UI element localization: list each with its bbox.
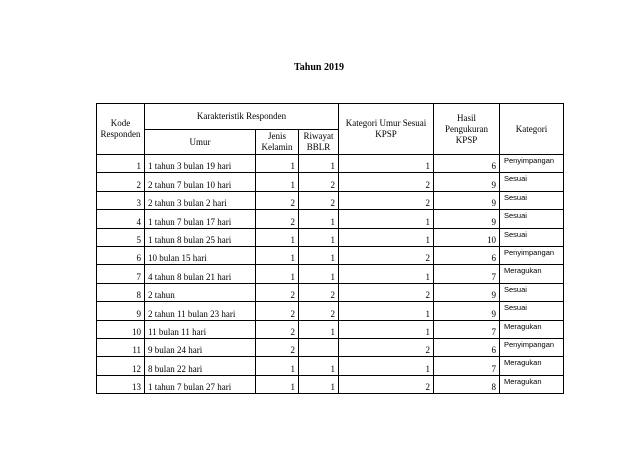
table-row: [97, 357, 564, 375]
umur-cell: 2 tahun 3 bulan 2 hari: [145, 191, 256, 209]
table-row: [97, 283, 564, 301]
hasil-cell: 9: [434, 191, 500, 209]
umur-cell: 10 bulan 15 hari: [145, 246, 256, 264]
riwayat-bblr-cell: 1: [299, 320, 339, 338]
hasil-cell: 6: [434, 155, 500, 173]
kategori-umur-cell: 1: [339, 357, 434, 375]
hasil-cell: 6: [434, 338, 500, 356]
umur-cell: 11 bulan 11 hari: [145, 320, 256, 338]
umur-cell: 9 bulan 24 hari: [145, 338, 256, 356]
jenis-kelamin-cell: 1: [256, 375, 299, 393]
jenis-kelamin-cell: 1: [256, 228, 299, 246]
kode-cell: 13: [97, 375, 145, 393]
page-title: Tahun 2019: [294, 62, 344, 73]
kategori-cell: Sesuai: [500, 191, 564, 209]
table-row: [97, 302, 564, 320]
kategori-cell: Meragukan: [500, 375, 564, 393]
kategori-umur-cell: 2: [339, 283, 434, 301]
umur-cell: 2 tahun 11 bulan 23 hari: [145, 302, 256, 320]
jenis-kelamin-cell: 2: [256, 283, 299, 301]
table-row: [97, 173, 564, 191]
kode-cell: 10: [97, 320, 145, 338]
kategori-cell: Penyimpangan: [500, 338, 564, 356]
jenis-kelamin-cell: 1: [256, 173, 299, 191]
kode-cell: 9: [97, 302, 145, 320]
table-row: [97, 375, 564, 393]
kode-cell: 4: [97, 210, 145, 228]
jenis-kelamin-cell: 2: [256, 210, 299, 228]
kategori-cell: Meragukan: [500, 265, 564, 283]
kategori-umur-cell: 2: [339, 375, 434, 393]
table-row: [97, 210, 564, 228]
umur-cell: 1 tahun 8 bulan 25 hari: [145, 228, 256, 246]
riwayat-bblr-cell: 1: [299, 228, 339, 246]
kategori-umur-cell: 2: [339, 338, 434, 356]
table-row: [97, 246, 564, 264]
kategori-umur-cell: 1: [339, 265, 434, 283]
jenis-kelamin-cell: 1: [256, 357, 299, 375]
table-row: [97, 228, 564, 246]
kode-cell: 11: [97, 338, 145, 356]
header-jenis-kelamin: Jenis Kelamin: [256, 130, 299, 155]
jenis-kelamin-cell: 2: [256, 320, 299, 338]
riwayat-bblr-cell: 1: [299, 210, 339, 228]
riwayat-bblr-cell: 1: [299, 246, 339, 264]
jenis-kelamin-cell: 1: [256, 155, 299, 173]
riwayat-bblr-cell: 1: [299, 357, 339, 375]
kategori-umur-cell: 1: [339, 302, 434, 320]
kode-cell: 5: [97, 228, 145, 246]
header-umur: Umur: [145, 130, 256, 155]
umur-cell: 4 tahun 8 bulan 21 hari: [145, 265, 256, 283]
hasil-cell: 9: [434, 283, 500, 301]
header-kategori-umur: Kategori Umur Sesuai KPSP: [339, 104, 434, 155]
jenis-kelamin-cell: 2: [256, 338, 299, 356]
kategori-cell: Penyimpangan: [500, 155, 564, 173]
table-row: [97, 338, 564, 356]
riwayat-bblr-cell: 1: [299, 265, 339, 283]
kode-cell: 2: [97, 173, 145, 191]
umur-cell: 1 tahun 3 bulan 19 hari: [145, 155, 256, 173]
kategori-umur-cell: 2: [339, 191, 434, 209]
kategori-cell: Sesuai: [500, 283, 564, 301]
respondent-table: [96, 103, 564, 394]
kode-cell: 12: [97, 357, 145, 375]
umur-cell: 8 bulan 22 hari: [145, 357, 256, 375]
umur-cell: 2 tahun 7 bulan 10 hari: [145, 173, 256, 191]
riwayat-bblr-cell: 2: [299, 191, 339, 209]
kategori-umur-cell: 2: [339, 173, 434, 191]
hasil-cell: 7: [434, 357, 500, 375]
kategori-cell: Meragukan: [500, 357, 564, 375]
jenis-kelamin-cell: 1: [256, 265, 299, 283]
kategori-umur-cell: 1: [339, 155, 434, 173]
kategori-umur-cell: 1: [339, 228, 434, 246]
table-row: [97, 320, 564, 338]
riwayat-bblr-cell: 2: [299, 302, 339, 320]
umur-cell: 2 tahun: [145, 283, 256, 301]
hasil-cell: 9: [434, 302, 500, 320]
kategori-cell: Sesuai: [500, 228, 564, 246]
table-row: [97, 265, 564, 283]
kategori-cell: Sesuai: [500, 173, 564, 191]
hasil-cell: 9: [434, 173, 500, 191]
kode-cell: 1: [97, 155, 145, 173]
riwayat-bblr-cell: 2: [299, 283, 339, 301]
kategori-umur-cell: 2: [339, 246, 434, 264]
jenis-kelamin-cell: 2: [256, 191, 299, 209]
header-kode: Kode Responden: [97, 104, 145, 155]
kategori-umur-cell: 1: [339, 210, 434, 228]
header-riwayat-bblr: Riwayat BBLR: [299, 130, 339, 155]
header-karakteristik: Karakteristik Responden: [145, 104, 339, 130]
riwayat-bblr-cell: 1: [299, 155, 339, 173]
kategori-cell: Sesuai: [500, 302, 564, 320]
kategori-cell: Penyimpangan: [500, 246, 564, 264]
hasil-cell: 9: [434, 210, 500, 228]
hasil-cell: 7: [434, 320, 500, 338]
riwayat-bblr-cell: 1: [299, 375, 339, 393]
jenis-kelamin-cell: 2: [256, 302, 299, 320]
kode-cell: 3: [97, 191, 145, 209]
umur-cell: 1 tahun 7 bulan 17 hari: [145, 210, 256, 228]
kode-cell: 8: [97, 283, 145, 301]
table-row: [97, 191, 564, 209]
hasil-cell: 7: [434, 265, 500, 283]
header-kategori: Kategori: [500, 104, 564, 155]
kategori-cell: Meragukan: [500, 320, 564, 338]
hasil-cell: 10: [434, 228, 500, 246]
kategori-umur-cell: 1: [339, 320, 434, 338]
hasil-cell: 6: [434, 246, 500, 264]
kategori-cell: Sesuai: [500, 210, 564, 228]
riwayat-bblr-cell: [299, 338, 339, 356]
kode-cell: 6: [97, 246, 145, 264]
header-hasil: Hasil Pengukuran KPSP: [434, 104, 500, 155]
umur-cell: 1 tahun 7 bulan 27 hari: [145, 375, 256, 393]
kode-cell: 7: [97, 265, 145, 283]
table-row: [97, 155, 564, 173]
riwayat-bblr-cell: 2: [299, 173, 339, 191]
hasil-cell: 8: [434, 375, 500, 393]
jenis-kelamin-cell: 1: [256, 246, 299, 264]
